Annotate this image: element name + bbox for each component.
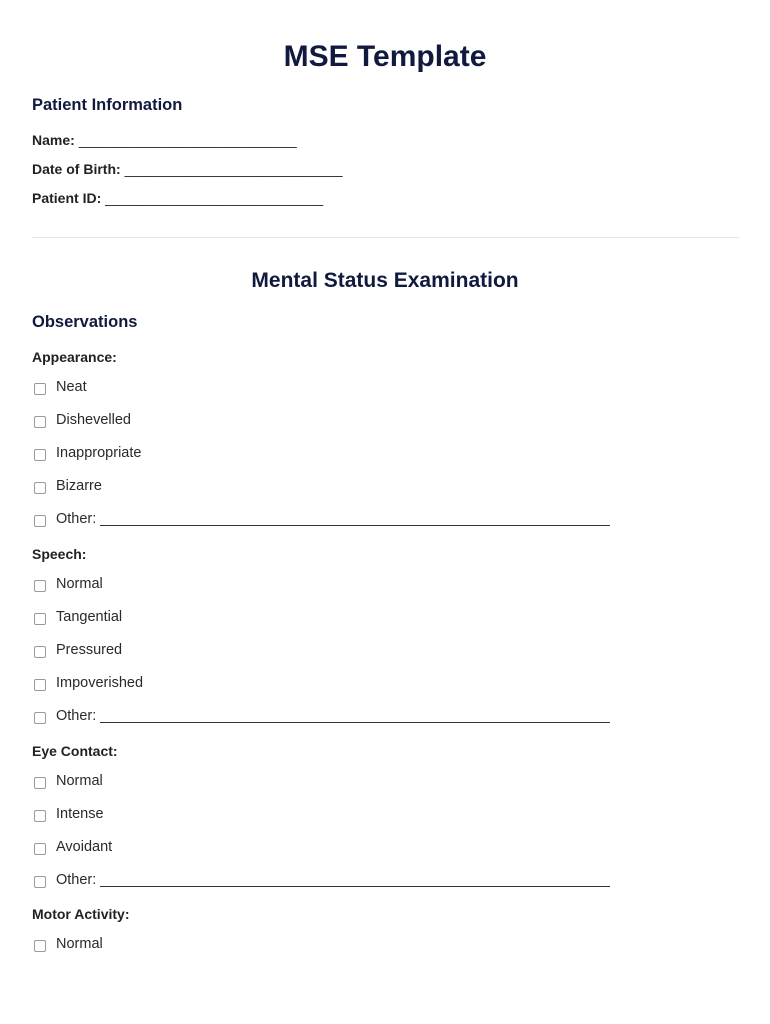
other-input-line[interactable] xyxy=(100,709,610,723)
speech-option[interactable] xyxy=(34,675,143,691)
section-divider xyxy=(32,237,739,238)
date-of-birth-label: Date of Birth: xyxy=(32,161,121,177)
option-label: Tangential xyxy=(56,609,123,625)
appearance-option[interactable] xyxy=(34,445,141,461)
speech-label: Speech: xyxy=(32,546,87,562)
page-title: MSE Template xyxy=(283,40,487,73)
eye-contact-option[interactable] xyxy=(34,839,112,855)
appearance-option[interactable] xyxy=(34,412,131,428)
checkbox[interactable] xyxy=(34,613,46,625)
checkbox[interactable] xyxy=(34,843,46,855)
appearance-option[interactable] xyxy=(34,379,87,395)
checkbox[interactable] xyxy=(34,383,46,395)
option-label: Normal xyxy=(56,936,103,952)
option-label: Normal xyxy=(56,576,103,592)
speech-option[interactable] xyxy=(34,609,122,625)
eye-contact-option[interactable] xyxy=(34,773,103,789)
checkbox[interactable] xyxy=(34,940,46,952)
patient-id-label: Patient ID: xyxy=(32,190,102,206)
speech-other-option[interactable] xyxy=(34,708,610,724)
appearance-option[interactable] xyxy=(34,478,102,494)
appearance-other-option[interactable] xyxy=(34,511,610,527)
eye-contact-other-option[interactable] xyxy=(34,872,610,888)
option-label: Pressured xyxy=(56,642,123,658)
option-label: Avoidant xyxy=(56,839,113,855)
checkbox[interactable] xyxy=(34,810,46,822)
checkbox[interactable] xyxy=(34,449,46,461)
speech-option[interactable] xyxy=(34,642,122,658)
checkbox[interactable] xyxy=(34,712,46,724)
patient-id-field[interactable] xyxy=(32,190,323,206)
option-label: Inappropriate xyxy=(56,445,142,461)
option-label: Impoverished xyxy=(56,675,144,691)
motor-activity-option[interactable] xyxy=(34,936,103,952)
checkbox[interactable] xyxy=(34,580,46,592)
checkbox[interactable] xyxy=(34,876,46,888)
checkbox[interactable] xyxy=(34,679,46,691)
exam-title: Mental Status Examination xyxy=(251,269,519,292)
other-input-line[interactable] xyxy=(100,873,610,887)
patient-information-heading: Patient Information xyxy=(32,96,183,114)
checkbox[interactable] xyxy=(34,646,46,658)
option-label: Bizarre xyxy=(56,478,102,494)
motor-activity-label: Motor Activity: xyxy=(32,906,130,922)
other-input-line[interactable] xyxy=(100,512,610,526)
option-label: Dishevelled xyxy=(56,412,131,428)
speech-option[interactable] xyxy=(34,576,103,592)
option-label: Normal xyxy=(56,773,103,789)
other-label: Other: xyxy=(56,872,97,888)
name-blank[interactable]: ____________________________ xyxy=(78,132,297,148)
checkbox[interactable] xyxy=(34,416,46,428)
observations-heading: Observations xyxy=(32,313,138,331)
other-label: Other: xyxy=(56,708,97,724)
name-label: Name: xyxy=(32,132,75,148)
option-label: Intense xyxy=(56,806,104,822)
checkbox[interactable] xyxy=(34,515,46,527)
other-label: Other: xyxy=(56,511,97,527)
checkbox[interactable] xyxy=(34,777,46,789)
checkbox[interactable] xyxy=(34,482,46,494)
option-label: Neat xyxy=(56,379,87,395)
appearance-label: Appearance: xyxy=(32,349,117,365)
patient-id-blank[interactable]: ____________________________ xyxy=(105,190,324,206)
date-of-birth-blank[interactable]: ____________________________ xyxy=(124,161,343,177)
eye-contact-option[interactable] xyxy=(34,806,104,822)
date-of-birth-field[interactable] xyxy=(32,161,343,177)
name-field[interactable] xyxy=(32,132,297,148)
eye-contact-label: Eye Contact: xyxy=(32,743,118,759)
